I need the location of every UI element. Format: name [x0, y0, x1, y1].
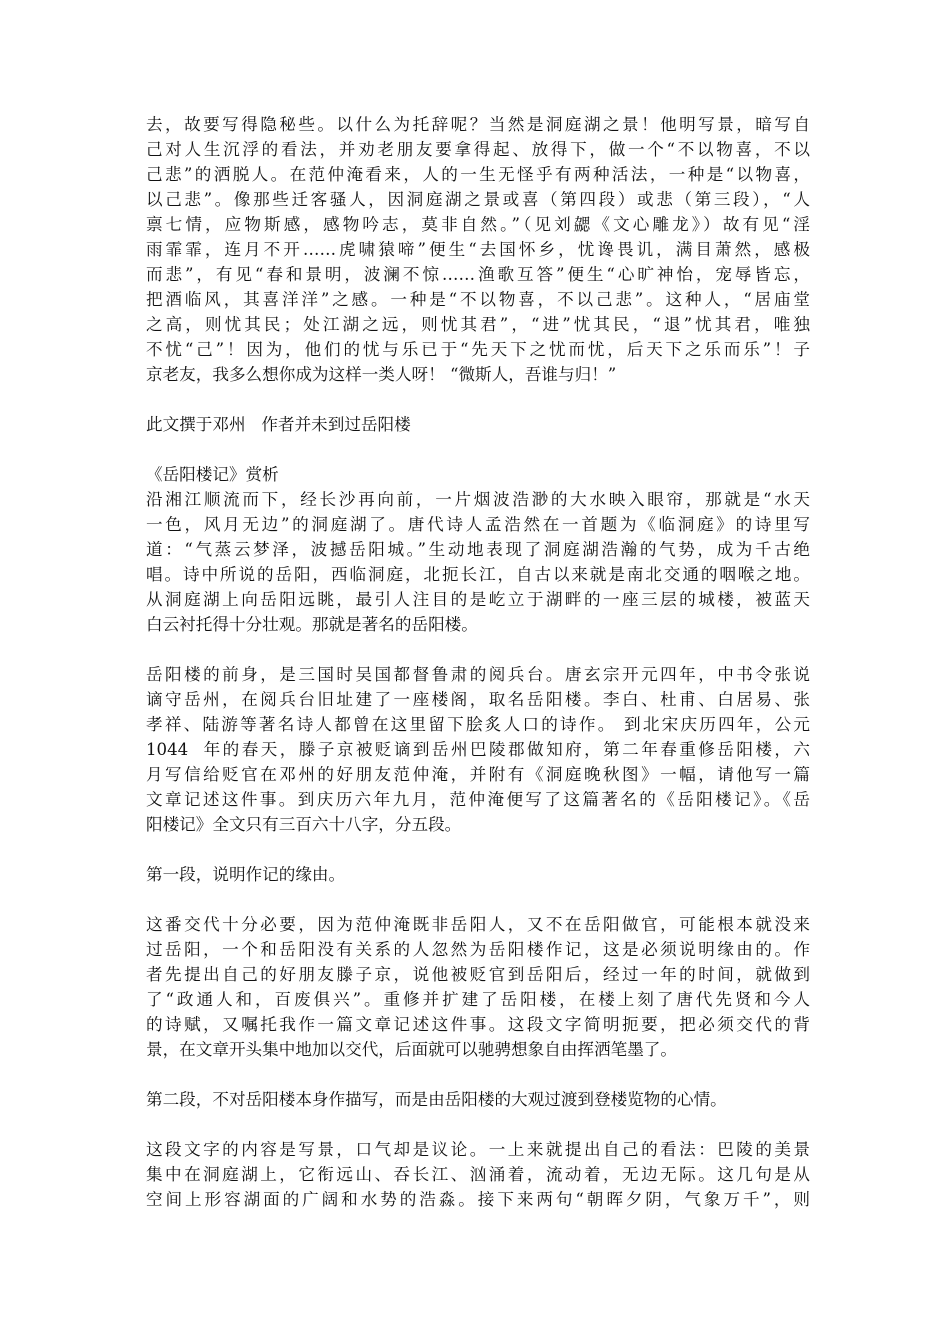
text-line: 的诗赋，又嘱托我作一篇文章记述这件事。这段文字简明扼要，把必须交代的背 — [146, 1015, 810, 1034]
text-line: 而悲”，有见“春和景明，波澜不惊……渔歌互答”便生“心旷神怡，宠辱皆忘， — [146, 265, 810, 284]
text-line: 者先提出自己的好朋友滕子京，说他被贬官到岳阳后，经过一年的时间，就做到 — [146, 965, 810, 984]
text-line: 集中在洞庭湖上，它衔远山、吞长江、汹涌着，流动着，无边无际。这几句是从 — [146, 1165, 810, 1184]
paragraph-section-two-title — [146, 1087, 810, 1112]
paragraph-history — [146, 662, 810, 837]
text-line: 以己悲”。像那些迁客骚人，因洞庭湖之景或喜（第四段）或悲（第三段），“人 — [146, 190, 810, 209]
text-line: 1044 年的春天，滕子京被贬谪到岳州巴陵郡做知府，第二年春重修岳阳楼，六 — [146, 740, 810, 759]
text-line: 去，故要写得隐秘些。以什么为托辞呢？当然是洞庭湖之景！他明写景，暗写自 — [146, 115, 810, 134]
paragraph-section-two-body — [146, 1137, 810, 1212]
paragraph-section-one-title — [146, 862, 810, 887]
text-line: 月写信给贬官在邓州的好朋友范仲淹，并附有《洞庭晚秋图》一幅，请他写一篇 — [146, 765, 810, 784]
text-line: 这段文字的内容是写景，口气却是议论。一上来就提出自己的看法：巴陵的美景 — [146, 1140, 810, 1159]
text-line: 第一段，说明作记的缘由。 — [146, 865, 346, 884]
text-line: 了“政通人和，百废俱兴”。重修并扩建了岳阳楼，在楼上刻了唐代先贤和今人 — [146, 990, 810, 1009]
text-line: 第二段，不对岳阳楼本身作描写，而是由岳阳楼的大观过渡到登楼览物的心情。 — [146, 1090, 727, 1109]
paragraph-note — [146, 412, 810, 437]
text-line: 谪守岳州，在阅兵台旧址建了一座楼阁，取名岳阳楼。李白、杜甫、白居易、张 — [146, 690, 810, 709]
text-line: 此文撰于邓州 作者并未到过岳阳楼 — [146, 415, 411, 434]
text-line: 文章记述这件事。到庆历六年九月，范仲淹便写了这篇著名的《岳阳楼记》。《岳 — [146, 790, 810, 809]
text-line: 己对人生沉浮的看法，并劝老朋友要拿得起、放得下，做一个“不以物喜，不以 — [146, 140, 810, 159]
text-line: 这番交代十分必要，因为范仲淹既非岳阳人，又不在岳阳做官，可能根本就没来 — [146, 915, 810, 934]
document-page — [146, 112, 810, 1212]
text-line: 不忧“己”！因为，他们的忧与乐已于“先天下之忧而忧，后天下之乐而乐”！子 — [146, 340, 810, 359]
paragraph-section-one-body — [146, 912, 810, 1062]
text-line: 之高，则忧其民；处江湖之远，则忧其君”，“进”忧其民，“退”忧其君，唯独 — [146, 315, 810, 334]
text-line: 禀七情，应物斯感，感物吟志，莫非自然。”（见刘勰《文心雕龙》）故有见“淫 — [146, 215, 810, 234]
text-line: 岳阳楼的前身，是三国时吴国都督鲁肃的阅兵台。唐玄宗开元四年，中书令张说 — [146, 665, 810, 684]
text-line: 京老友，我多么想你成为这样一类人呀！ “微斯人，吾谁与归！” — [146, 365, 617, 384]
text-line: 孝祥、陆游等著名诗人都曾在这里留下脍炙人口的诗作。 到北宋庆历四年，公元 — [146, 715, 810, 734]
text-line: 唱。诗中所说的岳阳，西临洞庭，北扼长江，自古以来就是南北交通的咽喉之地。 — [146, 565, 810, 584]
text-line: 白云衬托得十分壮观。那就是著名的岳阳楼。 — [146, 615, 478, 634]
text-line: 雨霏霏，连月不开……虎啸猿啼”便生“去国怀乡，忧谗畏讥，满目萧然，感极 — [146, 240, 810, 259]
paragraph-appreciation-heading — [146, 462, 810, 637]
text-line: 过岳阳，一个和岳阳没有关系的人忽然为岳阳楼作记，这是必须说明缘由的。作 — [146, 940, 810, 959]
text-line: 己悲”的洒脱人。在范仲淹看来，人的一生无怪乎有两种活法，一种是“以物喜， — [146, 165, 810, 184]
text-line: 沿湘江顺流而下，经长沙再向前，一片烟波浩渺的大水映入眼帘，那就是“水天 — [146, 490, 810, 509]
text-line: 道：“气蒸云梦泽，波撼岳阳城。”生动地表现了洞庭湖浩瀚的气势，成为千古绝 — [146, 540, 810, 559]
section-heading: 《岳阳楼记》赏析 — [146, 465, 279, 484]
text-line: 阳楼记》全文只有三百六十八字，分五段。 — [146, 815, 462, 834]
text-line: 景，在文章开头集中地加以交代，后面就可以驰骋想象自由挥洒笔墨了。 — [146, 1040, 677, 1059]
text-line: 从洞庭湖上向岳阳远眺，最引人注目的是屹立于湖畔的一座三层的城楼，被蓝天 — [146, 590, 810, 609]
text-line: 把酒临风，其喜洋洋”之感。一种是“不以物喜，不以己悲”。这种人，“居庙堂 — [146, 290, 810, 309]
text-line: 一色，风月无边”的洞庭湖了。唐代诗人孟浩然在一首题为《临洞庭》的诗里写 — [146, 515, 810, 534]
text-line: 空间上形容湖面的广阔和水势的浩淼。接下来两句“朝晖夕阴，气象万千”，则 — [146, 1190, 810, 1209]
paragraph-intro-continuation — [146, 112, 810, 387]
